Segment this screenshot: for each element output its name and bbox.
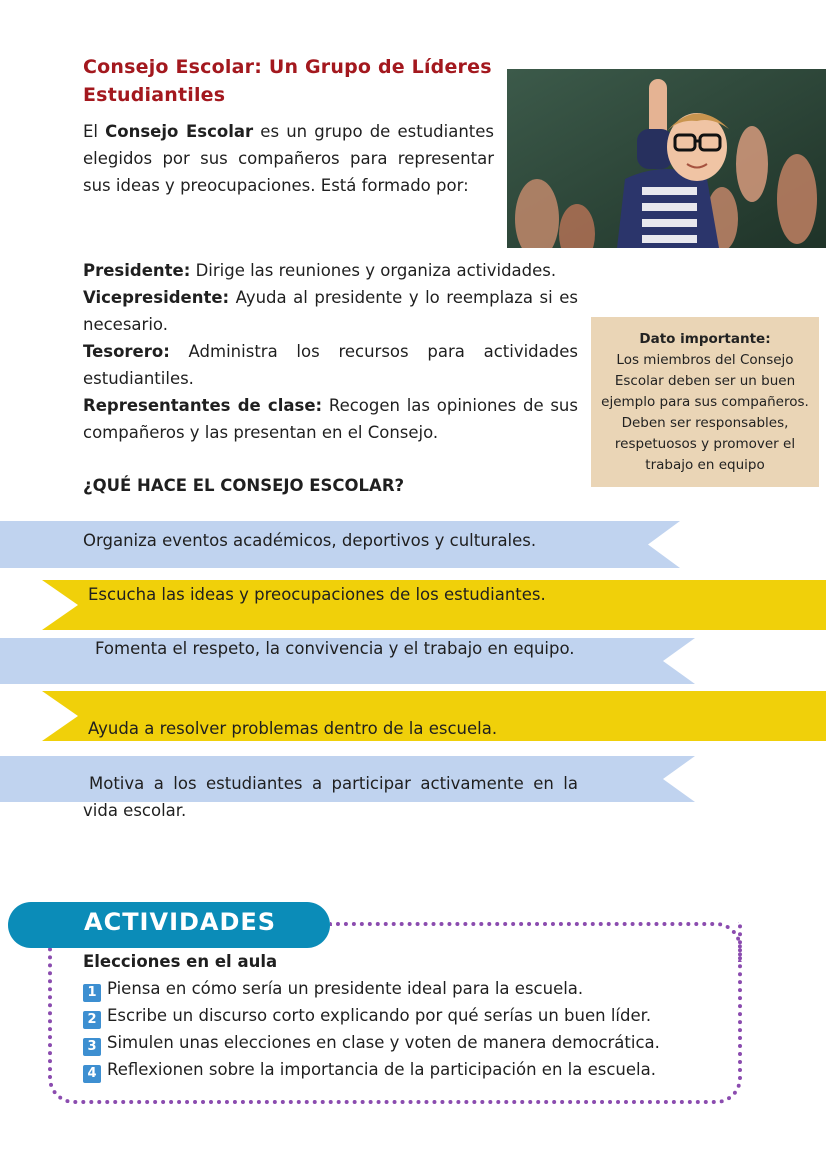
role-item: Vicepresidente: Ayuda al presidente y lo reemplaza si es necesario. <box>83 288 578 334</box>
function-band-yellow <box>42 691 826 741</box>
note-heading: Dato importante: <box>639 331 771 347</box>
activities-title: ACTIVIDADES <box>84 908 277 936</box>
function-text: Escucha las ideas y preocupaciones de los estudiantes. <box>88 585 546 604</box>
list-item: 2 Escribe un discurso corto explicando por qué serías un buen líder. <box>83 1002 733 1029</box>
function-text: Organiza eventos académicos, deportivos y culturales. <box>83 531 537 550</box>
section-question: ¿QUÉ HACE EL CONSEJO ESCOLAR? <box>83 476 405 495</box>
list-item: 1 Piensa en cómo sería un presidente ideal para la escuela. <box>83 975 733 1002</box>
roles-list <box>83 257 578 446</box>
role-item: Representantes de clase: Recogen las opiniones de sus compañeros y las presentan en el Consejo. <box>83 396 578 442</box>
function-text: Fomenta el respeto, la convivencia y el trabajo en equipo. <box>95 639 575 658</box>
function-band-blue <box>0 521 680 568</box>
intro-bold: Consejo Escolar <box>105 122 254 141</box>
function-band-yellow <box>42 580 826 630</box>
number-4-icon: 4 <box>83 1065 101 1083</box>
role-item: Presidente: Dirige las reuniones y organiza actividades. <box>83 261 557 280</box>
intro-paragraph <box>83 118 494 199</box>
intro-rest: es un grupo de estudiantes elegidos por sus compañeros para representar sus ideas y preocupaciones. Está formado por: <box>83 122 494 195</box>
list-item: 3 Simulen unas elecciones en clase y voten de manera democrática. <box>83 1029 733 1056</box>
function-band-blue <box>0 756 695 820</box>
intro-prefix: El <box>83 122 106 141</box>
page-title: Consejo Escolar: Un Grupo de Líderes Estudiantiles <box>83 56 492 106</box>
number-3-icon: 3 <box>83 1038 101 1056</box>
activities-list <box>83 948 733 1083</box>
note-body: Los miembros del Consejo Escolar deben ser un buen ejemplo para sus compañeros. Deben ser responsables, respetuosos y promover el trabajo en equipo <box>601 352 809 473</box>
list-item: 4 Reflexionen sobre la importancia de la participación en la escuela. <box>83 1056 733 1083</box>
function-text: Ayuda a resolver problemas dentro de la escuela. <box>88 719 498 738</box>
function-text: Motiva a los estudiantes a participar activamente en la vida escolar. <box>83 774 578 820</box>
role-item: Tesorero: Administra los recursos para actividades estudiantiles. <box>83 342 578 388</box>
number-1-icon: 1 <box>83 984 101 1002</box>
students-raising-hands-photo <box>507 69 826 248</box>
number-2-icon: 2 <box>83 1011 101 1029</box>
important-note-box <box>591 317 819 487</box>
activities-subtitle: Elecciones en el aula <box>83 952 278 971</box>
function-band-blue <box>0 638 695 684</box>
